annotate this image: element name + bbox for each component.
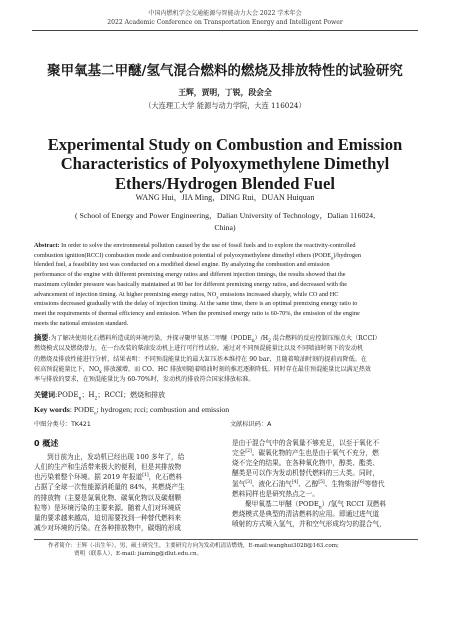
clc-number: 中图分类号：TK421 (34, 421, 91, 428)
document-code: 文献标识码：A (230, 421, 272, 428)
authors-cn: 王辉，贾明，丁锐，段会全 (178, 88, 272, 97)
keywords-en: Key words: $PODE_n$; hydrogen; rcci; combustion and emission (34, 405, 230, 416)
section-heading-intro: 0 概述 (34, 439, 59, 448)
title-en: Experimental Study on Combustion and Emission Characteristics of Polyoxymethylene Dimethyl Ethers/Hydrogen Blended Fuel (47, 135, 403, 193)
conference-name-en: 2022 Academic Conference on Transportation Energy and Intelligent Power (107, 19, 343, 26)
affiliation-en-line2: China) (214, 223, 236, 232)
keywords-cn: 关键词$:PODE_n$；$H_2$；RCCI；燃烧和排放 (34, 391, 166, 402)
intro-right-column: 是由于混合气中的含氧量不够充足，以至于氧化不 完全[2]。碳氧化物的产生也是由于氧气不充分，燃 烧不完全的结果。在各种氧化物中，醇类、酯类、 醚类是可以作为发动机替代燃料的三大类。同时， 氢气[3]、液化石油气[4]、乙醇[5]、生物柴油[6]等替代 燃料同样也是研究热点之一。 聚甲氧基二甲醚$(PODE_n)/$氢气 RCCI 双燃料 燃烧模式是典型的清洁燃料的应用。即通过进气道 喷射的方式喷入氢气，并和空气形成均匀的混合气， (232, 439, 387, 529)
affiliation-en-line1: ( School of Energy and Power Engineering，Dalian University of Technology，Dalian 116024, (74, 211, 376, 220)
footnote-rule (34, 539, 418, 540)
abstract-en: Abstract: In order to solve the environmental pollution caused by the use of fossil fuels and to explore the reactivity-controlled combustion ignition(RCCI) combustion mode and combustion potential of polyoxymethylene dimethyl ethers $(PODE_n)$/hydrogen blended fuel, a feasibility test was conducted on a modified diesel engine. By analyzing the combustion and emission performance of the engine with different premixing energy ratios and different injection timings, the results showed that the maximum cylinder pressure was basically maintained at 90 bar for different premixing energy ratios, and decreased with the advancement of injection timing. At higher premixing energy ratios, $NO_x$ emissions increased sharply, while CO and HC emissions decreased gradually with the delay of injection timing. At the same time, there is an optimal premixing energy ratio to meet the requirements of thermal efficiency and emission. When the premixed energy ratio is 60-70%, the emission of the engine meets the national emission standard. (34, 242, 362, 327)
authors-en: WANG Hui，JIA Ming，DING Rui，DUAN Huiquan (135, 193, 315, 202)
header-rule (32, 30, 418, 31)
title-cn: 聚甲氧基二甲醚/氢气混合燃料的燃烧及排放特性的试验研究 (47, 64, 403, 79)
affiliation-cn: （大连理工大学 能源与动力学院，大连 116024） (144, 101, 306, 110)
summary-label: 摘要 (34, 333, 49, 342)
intro-left-column: 到目前为止，发动机已经出现 100 多年了，给 人们的生产和生活带来极大的便利，但是其排放物 也污染着整个环境。据 2019 年报道[1]，化石燃料 占据了全球一次性能源消耗量的 84%，其燃烧产生 的排放物（主要是氮氧化物、碳氧化物以及碳烟颗 粒等）是环境污染的主要来源。随着人们对环境质 量的要求越来越高，迫切需要找到一种替代燃料来 减少对环境的污染。在各种排放物中，碳烟的形成 (34, 453, 185, 533)
abstract-label: Abstract: (34, 242, 60, 249)
conference-name-cn: 中国内燃机学会交通能源与智能动力大会 2022 学术年会 (148, 10, 302, 17)
author-footnote: 作者简介：王辉（-出生年），男，硕士研究生，主要研究方向为发动机清洁燃烧，E-mail:wanghui3028@163.com; 贾明（联系人），E-mail: jiaming@dlut.edu.cn。 (48, 543, 339, 558)
abstract-cn: 摘要:为了解决使用化石燃料所造成的环境污染，并探寻聚甲氧基二甲醚$(PODE_n)/H_2$ 混合燃料的反应控制压缩点火（RCCI） 燃烧模式以及燃烧潜力，在一台改装的柴油发动机上进行可行性试验。通过对不同预混能量比以及不同喷油时刻下的发动机 的燃烧及排放性能进行分析，结果表明：不同预混能量比的最大缸压基本维持在 90 bar，且随着喷油时刻的提前而降低。在 较高预混能量比下，$NO_x$ 排放激增，而 CO、HC 排放则随着喷油时刻的推迟逐渐降低。同时存在最佳预混能量比以满足热效 率与排放的要求，在预混能量比为 60-70%时，发动机的排放符合国家排放标准。 (34, 333, 381, 384)
